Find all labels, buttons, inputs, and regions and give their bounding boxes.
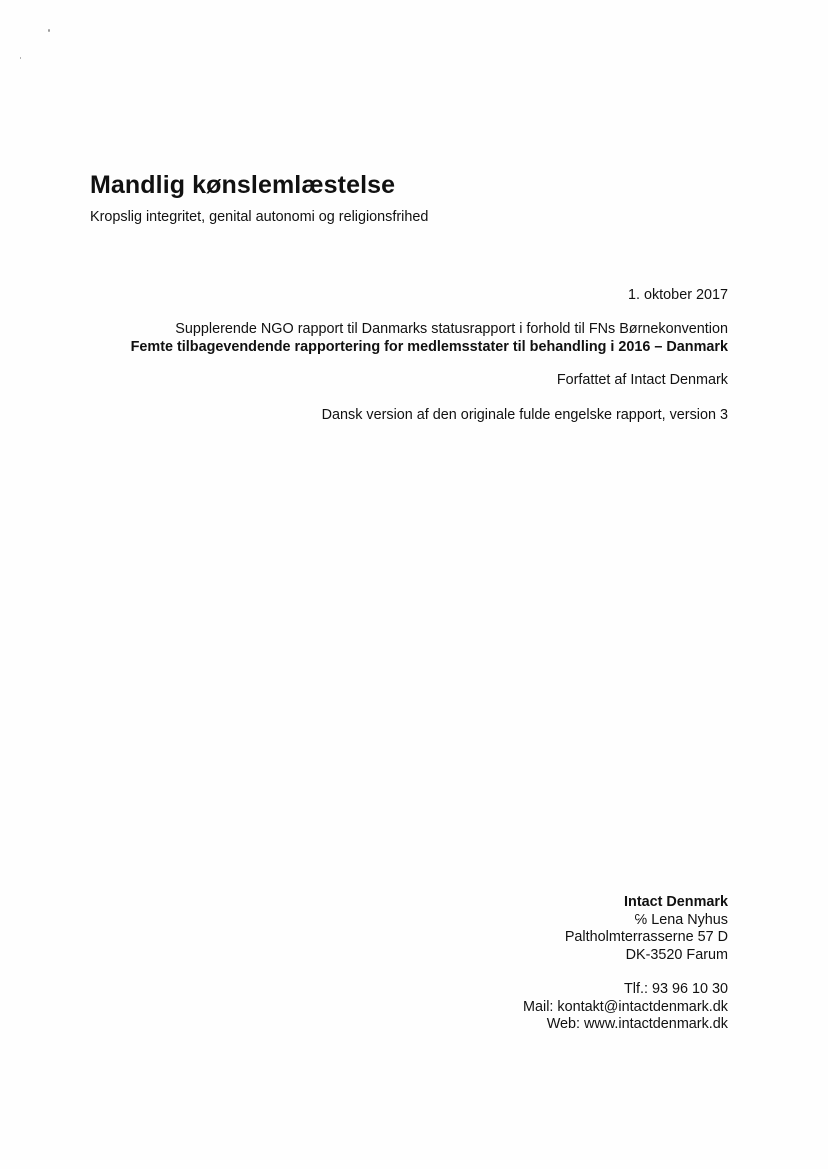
contact-mail: Mail: kontakt@intactdenmark.dk bbox=[523, 998, 728, 1015]
report-author: Forfattet af Intact Denmark bbox=[556, 372, 728, 388]
contact-care-of: ℅ Lena Nyhus bbox=[634, 911, 728, 928]
contact-city: DK-3520 Farum bbox=[625, 946, 728, 963]
contact-street: Paltholmterrasserne 57 D bbox=[564, 929, 728, 945]
scan-speck bbox=[48, 29, 50, 32]
contact-organization: Intact Denmark bbox=[624, 894, 728, 910]
document-title: Mandlig kønslemlæstelse bbox=[90, 171, 396, 199]
report-subtitle: Femte tilbagevendende rapportering for medlemsstater til behandling i 2016 – Danmark bbox=[130, 339, 728, 355]
report-version: Dansk version af den originale fulde engelske rapport, version 3 bbox=[321, 407, 728, 423]
scan-speck bbox=[20, 57, 21, 59]
report-date: 1. oktober 2017 bbox=[627, 287, 728, 303]
contact-phone: Tlf.: 93 96 10 30 bbox=[623, 981, 728, 997]
report-description: Supplerende NGO rapport til Danmarks statusrapport i forhold til FNs Børnekonvention bbox=[175, 321, 728, 337]
contact-block bbox=[523, 894, 728, 1034]
document-subtitle: Kropslig integritet, genital autonomi og religionsfrihed bbox=[90, 209, 429, 225]
contact-spacer bbox=[523, 964, 728, 981]
contact-web: Web: www.intactdenmark.dk bbox=[546, 1016, 728, 1032]
